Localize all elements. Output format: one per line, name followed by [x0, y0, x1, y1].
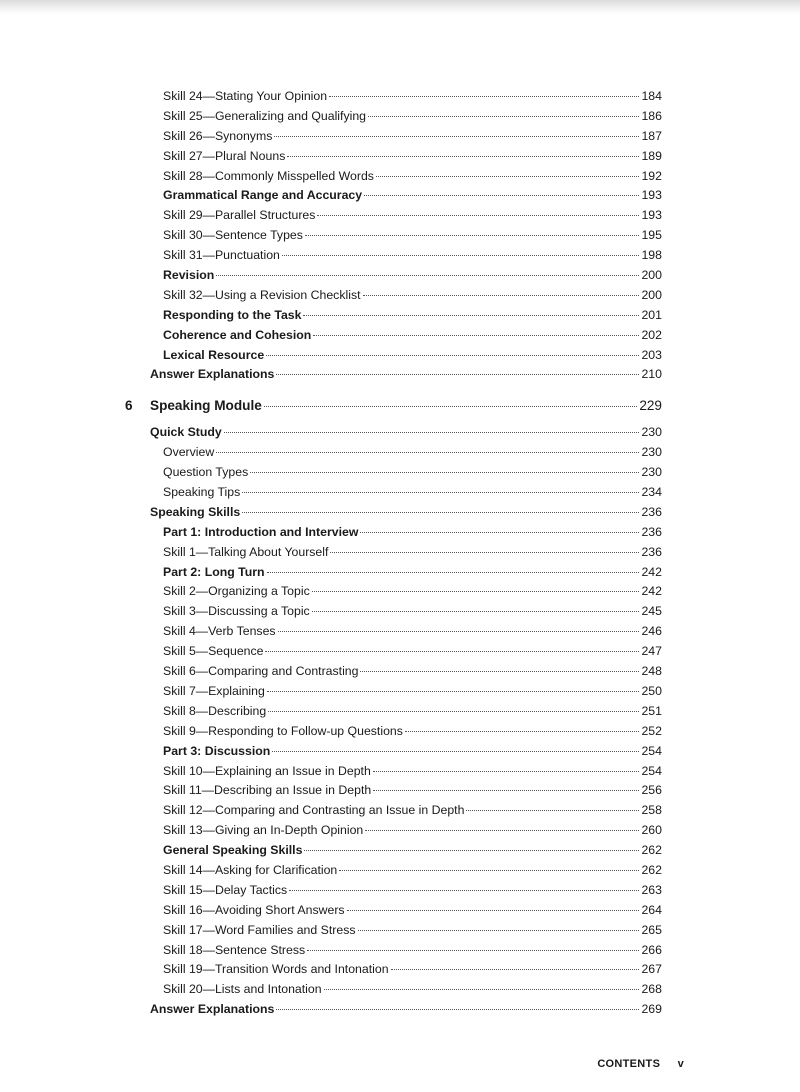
- toc-entry-page-number: 246: [641, 624, 662, 639]
- toc-entry-page-number: 247: [641, 644, 662, 659]
- dot-leader: [317, 215, 639, 216]
- toc-entry-page-number: 234: [641, 485, 662, 500]
- toc-entry-label: Skill 13—Giving an In-Depth Opinion: [163, 823, 364, 838]
- toc-entry: [122, 941, 662, 961]
- table-of-contents: [122, 87, 662, 1020]
- toc-entry: [122, 127, 662, 147]
- toc-entry: [122, 246, 662, 266]
- toc-entry-label: Skill 20—Lists and Intonation: [163, 982, 322, 997]
- dot-leader: [360, 671, 639, 672]
- toc-entry-label: Skill 26—Synonyms: [163, 128, 273, 143]
- dot-leader: [267, 691, 640, 692]
- toc-entry: [122, 602, 662, 622]
- toc-entry: [122, 921, 662, 941]
- dot-leader: [376, 176, 640, 177]
- footer-page-numeral: v: [677, 1058, 684, 1070]
- toc-entry-page-number: 266: [641, 942, 662, 957]
- dot-leader: [339, 870, 639, 871]
- dot-leader: [303, 315, 639, 316]
- toc-entry-page-number: 189: [641, 148, 662, 163]
- toc-entry-label: Question Types: [163, 465, 249, 480]
- dot-leader: [216, 275, 639, 276]
- toc-entry-page-number: 184: [641, 89, 662, 103]
- toc-entry-page-number: 192: [641, 168, 662, 183]
- toc-entry-label: Speaking Tips: [163, 485, 241, 500]
- toc-entry: [122, 186, 662, 206]
- toc-entry-page-number: 230: [641, 445, 662, 460]
- toc-entry-label: Skill 30—Sentence Types: [163, 228, 303, 243]
- dot-leader: [282, 255, 640, 256]
- toc-entry-page-number: 256: [641, 783, 662, 798]
- toc-entry-page-number: 254: [641, 763, 662, 778]
- toc-entry: [122, 483, 662, 503]
- toc-entry-label: Skill 17—Word Families and Stress: [163, 922, 356, 937]
- toc-entry: [122, 742, 662, 762]
- toc-entry-page-number: 230: [641, 465, 662, 480]
- chapter-page-number: 229: [639, 398, 662, 414]
- toc-entry-page-number: 186: [641, 108, 662, 123]
- toc-entry-page-number: 201: [641, 307, 662, 322]
- toc-entry: [122, 523, 662, 543]
- chapter-number: 6: [125, 398, 133, 414]
- toc-entry: [122, 662, 662, 682]
- dot-leader: [313, 335, 639, 336]
- dot-leader: [304, 850, 639, 851]
- toc-entry-page-number: 251: [641, 703, 662, 718]
- toc-entry-label: Revision: [163, 268, 215, 283]
- toc-entry-label: Skill 29—Parallel Structures: [163, 208, 316, 223]
- dot-leader: [405, 731, 640, 732]
- toc-entry: [122, 463, 662, 483]
- dot-leader: [360, 532, 639, 533]
- footer-section-label: CONTENTS: [597, 1058, 661, 1070]
- toc-entry-label: Skill 19—Transition Words and Intonation: [163, 962, 389, 977]
- toc-entry: [122, 762, 662, 782]
- page-footer: [597, 1058, 684, 1070]
- toc-entry-label: Skill 11—Describing an Issue in Depth: [163, 783, 372, 798]
- dot-leader: [274, 136, 639, 137]
- toc-entry-page-number: 198: [641, 248, 662, 263]
- dot-leader: [287, 156, 639, 157]
- toc-section-speaking: [122, 423, 662, 1020]
- toc-entry-page-number: 242: [641, 584, 662, 599]
- toc-entry-page-number: 258: [641, 803, 662, 818]
- dot-leader: [329, 96, 639, 97]
- toc-entry-page-number: 242: [641, 564, 662, 579]
- dot-leader: [358, 930, 640, 931]
- dot-leader: [242, 492, 639, 493]
- toc-entry-page-number: 262: [641, 862, 662, 877]
- toc-entry-label: Skill 32—Using a Revision Checklist: [163, 287, 361, 302]
- toc-entry-label: Responding to the Task: [163, 307, 302, 322]
- toc-entry: [122, 423, 662, 443]
- toc-entry: [122, 286, 662, 306]
- dot-leader: [347, 910, 640, 911]
- toc-entry-page-number: 210: [641, 367, 662, 382]
- toc-entry-page-number: 252: [641, 723, 662, 738]
- dot-leader: [276, 1009, 639, 1010]
- dot-leader: [466, 810, 639, 811]
- toc-entry-label: Skill 15—Delay Tactics: [163, 882, 288, 897]
- toc-entry-label: Skill 8—Describing: [163, 703, 267, 718]
- toc-entry: [122, 147, 662, 167]
- toc-entry: [122, 821, 662, 841]
- toc-entry: [122, 306, 662, 326]
- toc-entry-label: Skill 14—Asking for Clarification: [163, 862, 338, 877]
- toc-entry-label: Coherence and Cohesion: [163, 327, 312, 342]
- toc-entry-label: Skill 28—Commonly Misspelled Words: [163, 168, 374, 183]
- dot-leader: [365, 830, 639, 831]
- dot-leader: [368, 116, 639, 117]
- toc-entry: [122, 326, 662, 346]
- toc-entry: [122, 443, 662, 463]
- toc-entry: [122, 861, 662, 881]
- dot-leader: [324, 989, 640, 990]
- toc-entry: [122, 881, 662, 901]
- toc-entry-page-number: 254: [641, 743, 662, 758]
- toc-entry: [122, 980, 662, 1000]
- toc-entry-page-number: 263: [641, 882, 662, 897]
- toc-entry-label: Skill 1—Talking About Yourself: [163, 544, 329, 559]
- dot-leader: [289, 890, 639, 891]
- toc-entry-label: Skill 7—Explaining: [163, 683, 265, 698]
- toc-entry-page-number: 236: [641, 504, 662, 519]
- toc-entry-label: Grammatical Range and Accuracy: [163, 188, 363, 203]
- toc-entry-page-number: 200: [641, 268, 662, 283]
- dot-leader: [364, 195, 639, 196]
- dot-leader: [363, 295, 640, 296]
- dot-leader: [373, 790, 639, 791]
- toc-entry-page-number: 267: [641, 962, 662, 977]
- toc-entry: [122, 901, 662, 921]
- toc-entry: [122, 346, 662, 366]
- dot-leader: [391, 969, 640, 970]
- toc-entry: [122, 722, 662, 742]
- dot-leader: [278, 631, 640, 632]
- toc-entry: [122, 87, 662, 107]
- toc-entry-label: Answer Explanations: [150, 1002, 275, 1017]
- dot-leader: [265, 651, 639, 652]
- toc-entry-page-number: 187: [641, 128, 662, 143]
- dot-leader: [268, 711, 639, 712]
- toc-entry-label: Skill 9—Responding to Follow-up Questions: [163, 723, 403, 738]
- dot-leader: [250, 472, 639, 473]
- toc-entry-page-number: 236: [641, 524, 662, 539]
- toc-entry-label: Skill 4—Verb Tenses: [163, 624, 276, 639]
- toc-entry-label: Quick Study: [150, 425, 222, 440]
- toc-entry: [122, 642, 662, 662]
- toc-entry: [122, 960, 662, 980]
- toc-entry-page-number: 248: [641, 664, 662, 679]
- toc-entry-label: Skill 12—Comparing and Contrasting an Issue in Depth: [163, 803, 465, 818]
- dot-leader: [330, 552, 639, 553]
- toc-entry: [122, 107, 662, 127]
- toc-entry-label: Answer Explanations: [150, 367, 275, 382]
- toc-entry: [122, 503, 662, 523]
- toc-entry: [122, 226, 662, 246]
- toc-entry-label: Skill 27—Plural Nouns: [163, 148, 286, 163]
- toc-entry: [122, 781, 662, 801]
- toc-entry-page-number: 269: [641, 1002, 662, 1017]
- dot-leader: [216, 452, 639, 453]
- toc-entry-label: Skill 16—Avoiding Short Answers: [163, 902, 345, 917]
- scan-top-shadow: [0, 0, 800, 14]
- dot-leader: [242, 512, 639, 513]
- dot-leader: [267, 572, 640, 573]
- toc-entry-page-number: 193: [641, 188, 662, 203]
- toc-entry-label: Part 2: Long Turn: [163, 564, 265, 579]
- toc-entry: [122, 563, 662, 583]
- toc-entry: [122, 801, 662, 821]
- toc-entry: [122, 167, 662, 187]
- toc-entry-page-number: 265: [641, 922, 662, 937]
- toc-entry-page-number: 195: [641, 228, 662, 243]
- toc-entry-label: Part 3: Discussion: [163, 743, 271, 758]
- toc-entry-label: Skill 3—Discussing a Topic: [163, 604, 310, 619]
- chapter-title: Speaking Module: [150, 398, 262, 414]
- toc-entry-page-number: 260: [641, 823, 662, 838]
- toc-entry-label: Speaking Skills: [150, 504, 241, 519]
- toc-entry: [122, 365, 662, 385]
- toc-entry-label: Skill 25—Generalizing and Qualifying: [163, 108, 367, 123]
- dot-leader: [312, 611, 640, 612]
- toc-entry: [122, 1000, 662, 1020]
- dot-leader: [312, 591, 640, 592]
- toc-entry-page-number: 230: [641, 425, 662, 440]
- toc-entry-page-number: 200: [641, 287, 662, 302]
- toc-section-writing: [122, 87, 662, 385]
- toc-entry-label: Part 1: Introduction and Interview: [163, 524, 359, 539]
- toc-entry-page-number: 264: [641, 902, 662, 917]
- toc-entry: [122, 582, 662, 602]
- toc-entry: [122, 841, 662, 861]
- dot-leader: [276, 374, 639, 375]
- dot-leader: [305, 235, 640, 236]
- dot-leader: [224, 432, 640, 433]
- dot-leader: [307, 950, 639, 951]
- toc-entry-label: Skill 2—Organizing a Topic: [163, 584, 310, 599]
- toc-entry: [122, 206, 662, 226]
- dot-leader: [266, 355, 639, 356]
- toc-entry-label: Skill 10—Explaining an Issue in Depth: [163, 763, 371, 778]
- toc-entry-label: Overview: [163, 445, 215, 460]
- toc-entry-page-number: 245: [641, 604, 662, 619]
- toc-entry-label: Skill 5—Sequence: [163, 644, 264, 659]
- dot-leader: [373, 771, 640, 772]
- toc-entry: [122, 543, 662, 563]
- toc-entry: [122, 682, 662, 702]
- toc-entry-page-number: 250: [641, 683, 662, 698]
- toc-entry-label: General Speaking Skills: [163, 843, 303, 858]
- toc-chapter-heading: [122, 395, 662, 417]
- toc-entry-label: Skill 31—Punctuation: [163, 248, 280, 263]
- toc-entry: [122, 266, 662, 286]
- dot-leader: [264, 406, 638, 407]
- toc-entry: [122, 702, 662, 722]
- toc-entry-page-number: 262: [641, 843, 662, 858]
- toc-entry-page-number: 202: [641, 327, 662, 342]
- toc-entry-page-number: 236: [641, 544, 662, 559]
- toc-entry-label: Skill 18—Sentence Stress: [163, 942, 306, 957]
- toc-entry-page-number: 203: [641, 347, 662, 362]
- toc-entry-page-number: 193: [641, 208, 662, 223]
- toc-entry: [122, 622, 662, 642]
- dot-leader: [272, 751, 639, 752]
- toc-entry-label: Skill 24—Stating Your Opinion: [163, 89, 328, 103]
- toc-entry-label: Skill 6—Comparing and Contrasting: [163, 664, 359, 679]
- toc-entry-page-number: 268: [641, 982, 662, 997]
- toc-entry-label: Lexical Resource: [163, 347, 265, 362]
